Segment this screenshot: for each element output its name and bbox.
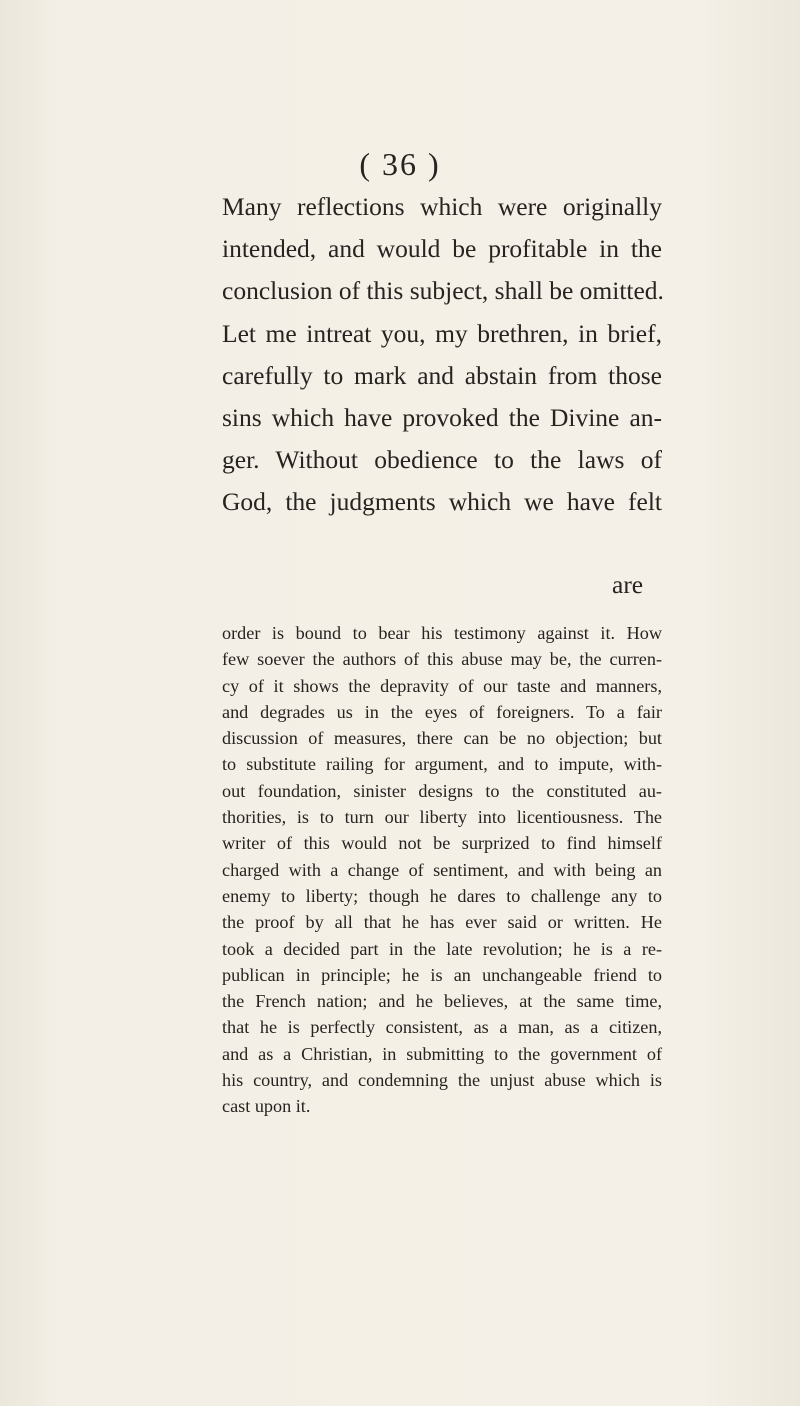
catchword: are bbox=[612, 570, 644, 599]
note-line: and as a Christian, in submitting to the government of bbox=[222, 1043, 662, 1064]
main-line: conclusion of this subject, shall be omitted. bbox=[222, 276, 664, 306]
note-line: discussion of measures, there can be no objection; but bbox=[222, 728, 662, 749]
main-line: intended, and would be profitable in the bbox=[222, 234, 662, 264]
note-line: few soever the authors of this abuse may be, the curren- bbox=[222, 649, 662, 670]
note-line: order is bound to bear his testimony against it. How bbox=[222, 623, 662, 643]
note-line: his country, and condemning the unjust abuse which is bbox=[222, 1070, 662, 1091]
main-paragraph bbox=[222, 186, 662, 524]
note-line: out foundation, sinister designs to the constituted au- bbox=[222, 780, 662, 801]
page-number: ( 36 ) bbox=[359, 146, 441, 182]
note-line: charged with a change of sentiment, and with being an bbox=[222, 859, 662, 880]
note-line: the proof by all that he has ever said or written. He bbox=[222, 912, 662, 933]
note-line: that he is perfectly consistent, as a man, as a citizen, bbox=[222, 1017, 662, 1038]
main-line: Many reflections which were originally bbox=[222, 192, 662, 221]
note-line: and degrades us in the eyes of foreigners. To a fair bbox=[222, 701, 662, 722]
note-line: thorities, is to turn our liberty into licentiousness. The bbox=[222, 807, 662, 828]
main-line: God, the judgments which we have felt bbox=[222, 487, 662, 517]
note-line: writer of this would not be surprized to find himself bbox=[222, 833, 662, 854]
note-line: publican in principle; he is an unchangeable friend to bbox=[222, 964, 662, 985]
note-line: took a decided part in the late revolution; he is a re- bbox=[222, 938, 662, 959]
note-line: cy of it shows the depravity of our taste and manners, bbox=[222, 675, 662, 696]
main-line: Let me intreat you, my brethren, in brief, bbox=[222, 318, 662, 348]
note-line: the French nation; and he believes, at the same time, bbox=[222, 991, 662, 1012]
note-line: cast upon it. bbox=[222, 1096, 311, 1117]
main-line: sins which have provoked the Divine an- bbox=[222, 403, 662, 433]
main-line: ger. Without obedience to the laws of bbox=[222, 445, 662, 475]
footnote-paragraph bbox=[222, 620, 662, 1120]
main-line: carefully to mark and abstain from those bbox=[222, 360, 662, 390]
note-line: to substitute railing for argument, and to impute, with- bbox=[222, 754, 662, 775]
note-line: enemy to liberty; though he dares to challenge any to bbox=[222, 885, 662, 906]
